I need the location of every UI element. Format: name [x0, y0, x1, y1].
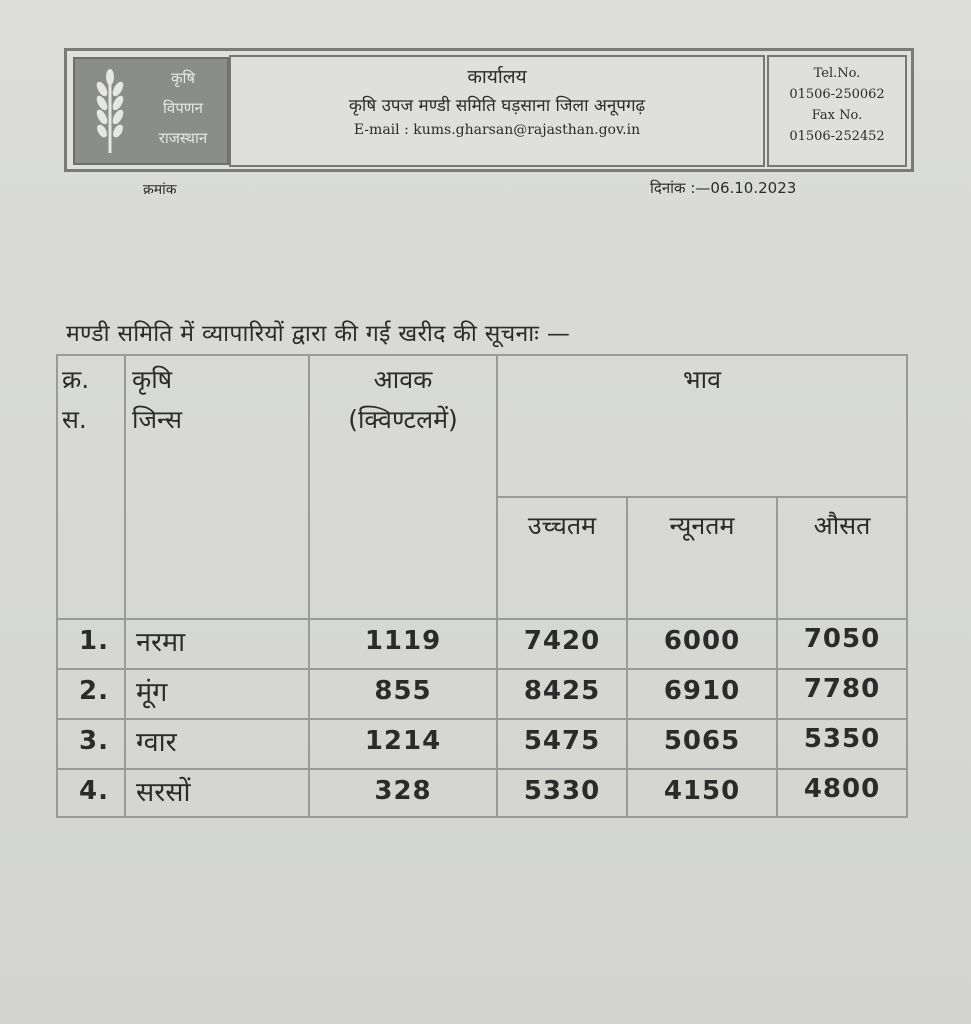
letterhead — [64, 48, 914, 172]
row-avg: 4800 — [803, 774, 881, 804]
row-max: 8425 — [523, 676, 601, 706]
row-min: 6910 — [663, 676, 741, 706]
row-commodity: नरमा — [136, 627, 186, 658]
row-max: 7420 — [523, 626, 601, 656]
row-serial: 4. — [79, 776, 109, 806]
office-title: कार्यालय — [467, 66, 527, 88]
logo-text — [141, 63, 225, 153]
logo-text-line: राजस्थान — [158, 129, 208, 147]
notice-heading: मण्डी समिति में व्यापारियों द्वारा की गई खरीद की सूचनाः — — [66, 321, 571, 347]
header-max: उच्चतम — [527, 511, 597, 540]
row-max: 5330 — [523, 776, 601, 806]
header-text: (क्विण्टलमें) — [348, 405, 458, 434]
header-commodity — [132, 360, 302, 440]
office-name: कृषि उपज मण्डी समिति घड़साना जिला अनूपगढ़ — [348, 96, 646, 116]
row-avg: 7780 — [803, 674, 881, 704]
logo-text-line: कृषि — [170, 69, 196, 87]
row-serial: 2. — [79, 676, 109, 706]
row-min: 4150 — [663, 776, 741, 806]
mandi-logo — [73, 57, 229, 165]
row-arrival: 1119 — [364, 626, 442, 656]
row-commodity: मूंग — [136, 677, 168, 708]
fax-label: Fax No. — [811, 108, 863, 123]
row-serial: 1. — [79, 626, 109, 656]
row-commodity: सरसों — [136, 777, 191, 808]
tel-number: 01506-250062 — [789, 87, 885, 102]
date-label: दिनांक :—06.10.2023 — [650, 179, 797, 197]
header-price: भाव — [683, 365, 721, 394]
row-arrival: 855 — [374, 676, 432, 706]
row-min: 5065 — [663, 726, 741, 756]
reference-number-label: क्रमांक — [143, 182, 177, 198]
row-arrival: 1214 — [364, 726, 442, 756]
header-text: जिन्स — [132, 405, 182, 434]
row-avg: 7050 — [803, 624, 881, 654]
row-arrival: 328 — [374, 776, 432, 806]
contact-details — [767, 55, 907, 167]
row-serial: 3. — [79, 726, 109, 756]
header-text: स. — [62, 405, 87, 434]
row-commodity: ग्वार — [136, 727, 177, 758]
row-max: 5475 — [523, 726, 601, 756]
header-min: न्यूनतम — [669, 511, 735, 540]
header-serial — [62, 360, 122, 440]
header-text: कृषि — [132, 365, 173, 394]
logo-text-line: विपणन — [163, 99, 203, 117]
wheat-icon — [85, 67, 135, 157]
row-avg: 5350 — [803, 724, 881, 754]
purchase-table — [56, 354, 908, 818]
tel-label: Tel.No. — [813, 66, 861, 81]
header-text: क्र. — [62, 365, 90, 394]
office-details — [229, 55, 765, 167]
office-email: E-mail : kums.gharsan@rajasthan.gov.in — [353, 122, 641, 138]
row-min: 6000 — [663, 626, 741, 656]
header-avg: औसत — [813, 511, 871, 540]
fax-number: 01506-252452 — [789, 129, 885, 144]
header-arrival — [312, 360, 494, 440]
header-text: आवक — [373, 365, 433, 394]
